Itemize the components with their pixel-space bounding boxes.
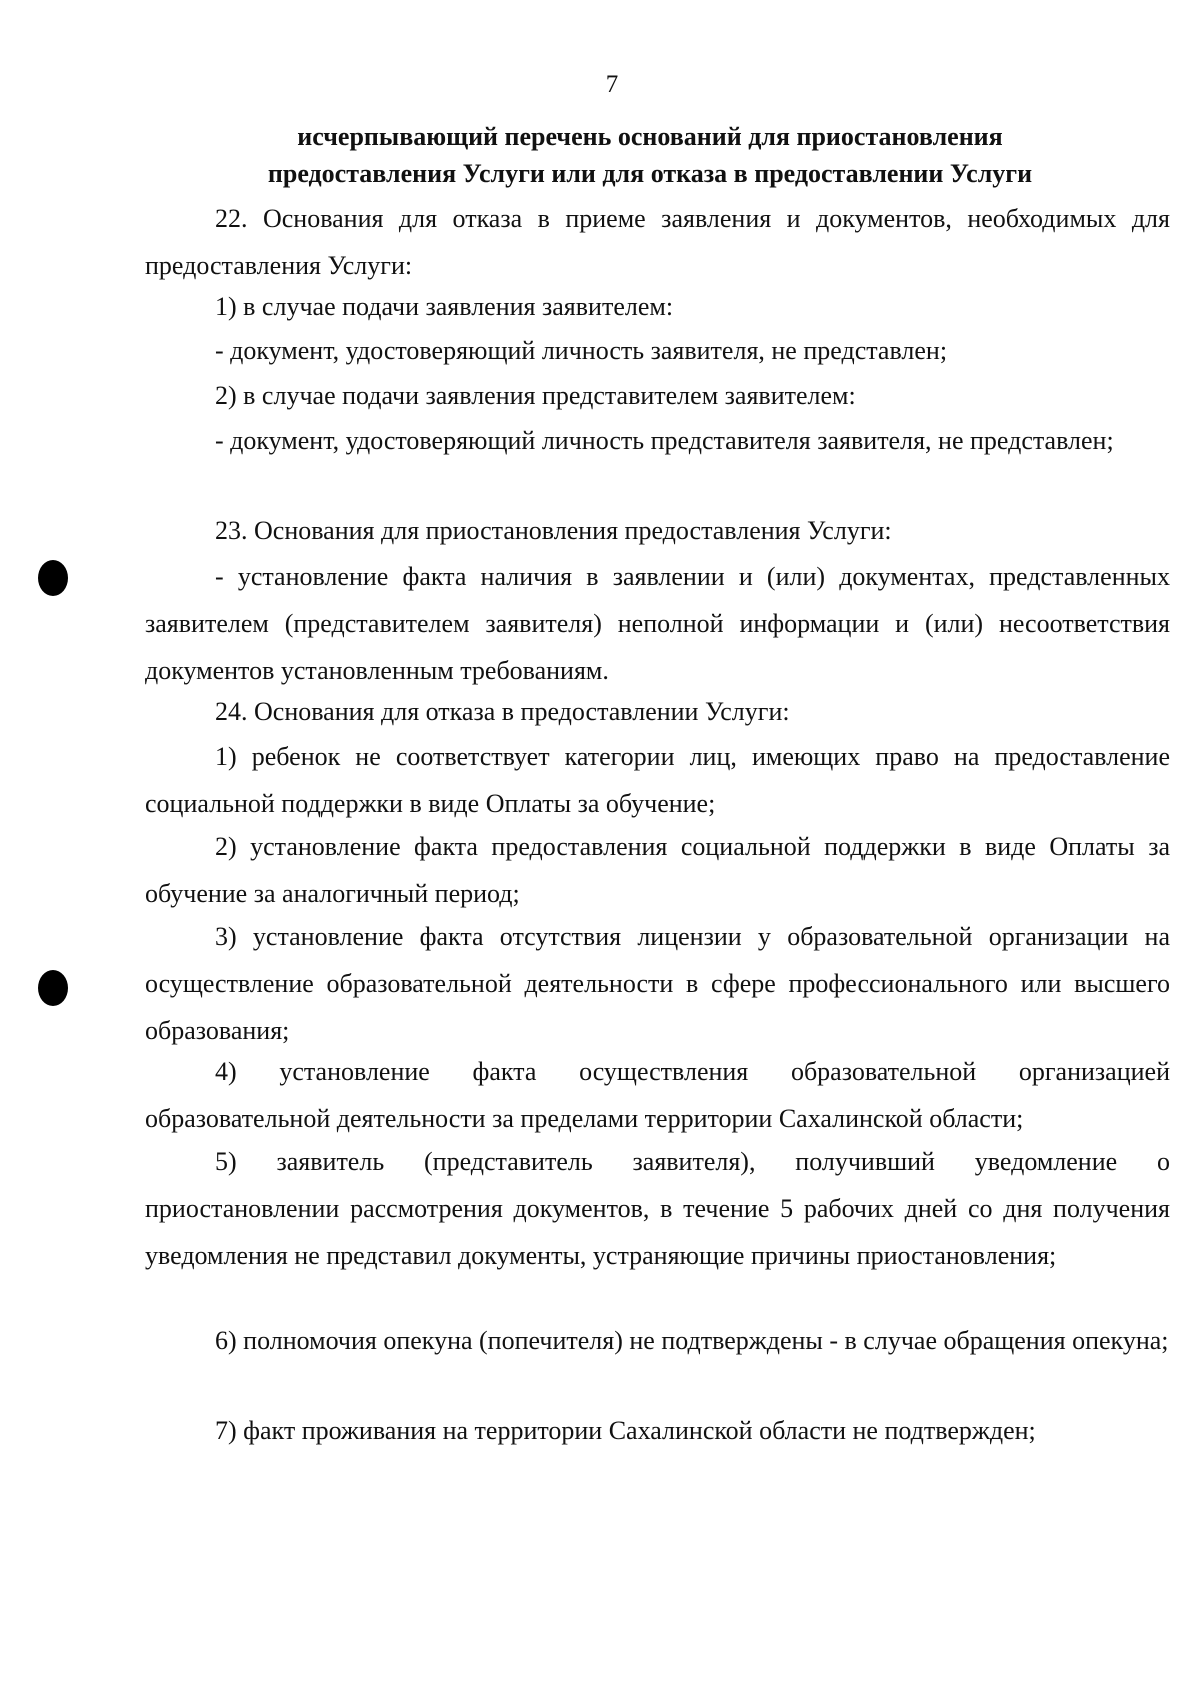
paragraph-24-item-2: 2) установление факта предоставления социальной поддержки в виде Оплаты за обучение за аналогичный период; <box>145 832 1170 908</box>
page-number: 7 <box>605 71 619 98</box>
paragraph-22-item-2-detail: - документ, удостоверяющий личность представителя заявителя, не представлен; <box>215 426 1114 455</box>
paragraph-22-item-2: 2) в случае подачи заявления представителем заявителем: <box>215 381 856 410</box>
paragraph-24-item-7: 7) факт проживания на территории Сахалинской области не подтвержден; <box>215 1416 1036 1445</box>
paragraph-24-item-4: 4) установление факта осуществления образовательной организацией образовательной деятельности за пределами территории Сахалинской области; <box>145 1057 1170 1133</box>
paragraph-22: 22. Основания для отказа в приеме заявления и документов, необходимых для предоставления Услуги: <box>145 204 1170 280</box>
paragraph-24-item-1: 1) ребенок не соответствует категории лиц, имеющих право на предоставление социальной поддержки в виде Оплаты за обучение; <box>145 742 1170 818</box>
heading-line-2: предоставления Услуги или для отказа в предоставлении Услуги <box>267 159 1033 188</box>
paragraph-24: 24. Основания для отказа в предоставлении Услуги: <box>215 697 790 726</box>
section-heading <box>130 118 1170 192</box>
paragraph-22-item-1: 1) в случае подачи заявления заявителем: <box>215 292 674 321</box>
paragraph-24-item-6: 6) полномочия опекуна (попечителя) не подтверждены - в случае обращения опекуна; <box>215 1326 1169 1355</box>
punch-hole-mark <box>38 970 68 1006</box>
paragraph-23: 23. Основания для приостановления предоставления Услуги: <box>215 516 892 545</box>
heading-line-1: исчерпывающий перечень оснований для приостановления <box>297 122 1003 151</box>
paragraph-24-item-5: 5) заявитель (представитель заявителя), получивший уведомление о приостановлении рассмотрения документов, в течение 5 рабочих дней со дня получения уведомления не представил документы, устраняющие причины приостановления; <box>145 1147 1170 1270</box>
paragraph-23-detail: - установление факта наличия в заявлении и (или) документах, представленных заявителем (представителем заявителя) неполной информации и (или) несоответствия документов установленным требованиям. <box>145 562 1170 685</box>
paragraph-24-item-3: 3) установление факта отсутствия лицензии у образовательной организации на осуществление образовательной деятельности в сфере профессионального или высшего образования; <box>145 922 1170 1045</box>
punch-hole-mark <box>38 560 68 596</box>
paragraph-22-item-1-detail: - документ, удостоверяющий личность заявителя, не представлен; <box>215 336 948 365</box>
